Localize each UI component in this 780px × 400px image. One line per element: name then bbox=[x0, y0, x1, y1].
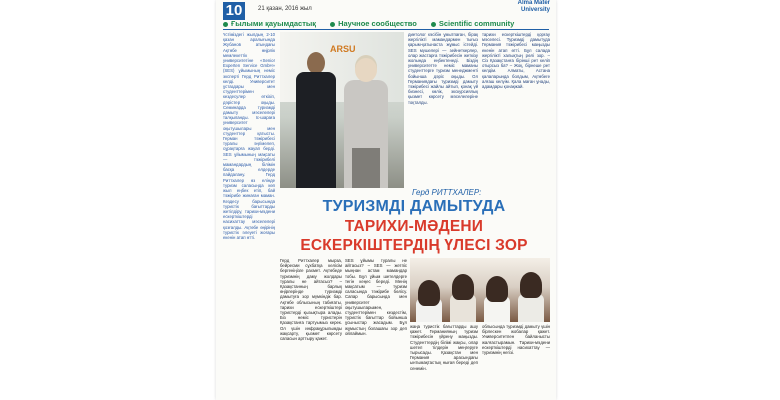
bullet-icon bbox=[431, 22, 436, 27]
body-column-1: Герд Риттхалер мырза, бейресми сұхбатқа келісім бергеніңізге рахмет. Ақтөбеде туризмнің даму жолдары туралы не айтасыз? – Қазақстанның барлық өңірлерінде туризмді дамытуға зор мүмкіндік бар. Ақтөбе облысының табиғаты, тарихи ескерткіштері туристерді қызықтыра алады. Біз неміс туристерін Қазақстанға тартуымыз керек. Ол үшін инфрақұрылымды жақсарту, қызмет көрсету сапасын арттыру қажет. bbox=[280, 258, 342, 342]
article-byline: Герд РИТТХАЛЕР: bbox=[412, 188, 482, 197]
student-head bbox=[418, 280, 440, 306]
rubric-russian: Научное сообщество bbox=[330, 19, 417, 28]
headline-line1: ТУРИЗМДІ ДАМЫТУДА bbox=[322, 198, 506, 215]
middle-column-text: диетолог кәсібін ұмытпаған, бірақ жергілікті мамандармен тығыз қарым-қатынаста жұмыс істейді. SES мүшелері — зейнеткерлер, олар жастарға тәжірибесін жеткізу жолында еңбектенеді. Біздің университетте неміс маманы студенттерге туризм менеджменті бойынша дәріс оқыды. Ол Германиядағы туризмді дамыту тәжірибесі жайлы айтып, қонақ үй бизнесі, көлік, экскурсиялық қызмет көрсету мәселелеріне тоқталды. bbox=[408, 32, 478, 105]
student-head bbox=[486, 276, 508, 302]
bullet-icon bbox=[330, 22, 335, 27]
masthead-line1: Alma Mater bbox=[517, 0, 550, 6]
student-figure bbox=[518, 294, 544, 322]
masthead-line2: University bbox=[520, 7, 550, 13]
student-head bbox=[452, 274, 474, 300]
body-column-4: облысында туризмді дамыту үшін бірлескен жобалар қажет. Университетпен байланысты жалғастырамын. Тарихи-мәдени ескерткіштерді насихаттау — туризмнің негізі. bbox=[482, 324, 550, 356]
issue-date: 21 қазан, 2016 жыл bbox=[258, 6, 312, 12]
body-column-3: жаңа туристік бағыттарды ашу қажет. Германияның туризм тәжірибесін үйрену маңызды. Студенттердің білімі жақсы, олар шетел тілдерін меңгеруге тырысады. Қазақстан мен Германия арасындағы ынтымақтастық нығая береді деп сенемін. bbox=[410, 324, 478, 371]
divider bbox=[223, 29, 549, 30]
rubric-kazakh: Ғылыми қауымдастық bbox=[223, 19, 316, 28]
university-logo: ARSU bbox=[330, 44, 356, 54]
students-photo bbox=[410, 258, 550, 322]
headline-line3: ЕСКЕРКІШТЕРДІҢ ҮЛЕСІ ЗОР bbox=[300, 237, 528, 254]
person-woman bbox=[344, 58, 388, 188]
headline-line2: ТАРИХИ-МӘДЕНИ bbox=[344, 218, 484, 235]
rubric-english: Scientific community bbox=[431, 19, 514, 28]
newspaper-page bbox=[216, 0, 556, 400]
bullet-icon bbox=[223, 22, 228, 27]
student-head bbox=[520, 272, 542, 298]
rubric-bar bbox=[223, 19, 549, 28]
interview-photo bbox=[280, 32, 404, 188]
body-column-2: SES ұйымы туралы не айтасыз? – SES — жетпіс мыңнан астам мамандар тобы. Бұл ұйым шетелдерге тегін кеңес береді. Менің мақсатым — туризм саласында тәжірибе бөлісу. Сапар барысында мен университет оқытушыларымен, студенттерімен кездестім, туристік бағыттар бойынша ұсыныстар жасадым. Бұл жұмыстың болашағы зор деп ойлаймын. bbox=[345, 258, 407, 336]
page-number: 10 bbox=[223, 2, 245, 20]
masthead bbox=[518, 0, 550, 14]
right-column-text: тарихи ескерткіштерді қорғау мәселесі. Туризмді дамытуда Германия тәжірибесі маңызды екенін атап өтті. Бұл салада жергілікті халықтың рөлі зор. – Сіз Қазақстанға бірінші рет келіп отырсыз ба? – Жоқ, бірнеше рет келдім. Алматы, Астана қалаларында болдым, Ақтөбеге алғаш келуім. Қала маған ұнады, адамдары қонақжай. bbox=[482, 32, 550, 90]
left-column-text: Үстіміздегі жылдың 2-10 қазан аралығында Жубанов атындағы Ақтөбе өңірлік мемлекеттік университетіне «Senior Experten Service GmbH» (SES) ұйымының неміс эксперті Герд Риттхалер келді. Университет ұстаздары мен студенттерімен кездесулер өткізіп, дәрістер оқыды. Семинарда туризмді дамыту мәселелері талқыланды. Іс-шараға университет оқытушылары мен студенттер қатысты. Герман тәжірибесі туралы әңгімелеп, сұрақтарға жауап берді. SES ұйымының мақсаты — тәжірибелі мамандардың білімін басқа елдерде пайдалану. Герд Риттхалер өз елінде туризм саласында көп жыл еңбек етіп, бай тәжірибе жинаған маман. Кездесу барысында туристік бағыттарды жетілдіру, тарихи-мәдени ескерткіштерді насихаттау мәселелері қозғалды. Ақтөбе өңірінің туристік әлеуеті жоғары екенін атап өтті. bbox=[223, 32, 275, 240]
person-man bbox=[296, 52, 336, 188]
